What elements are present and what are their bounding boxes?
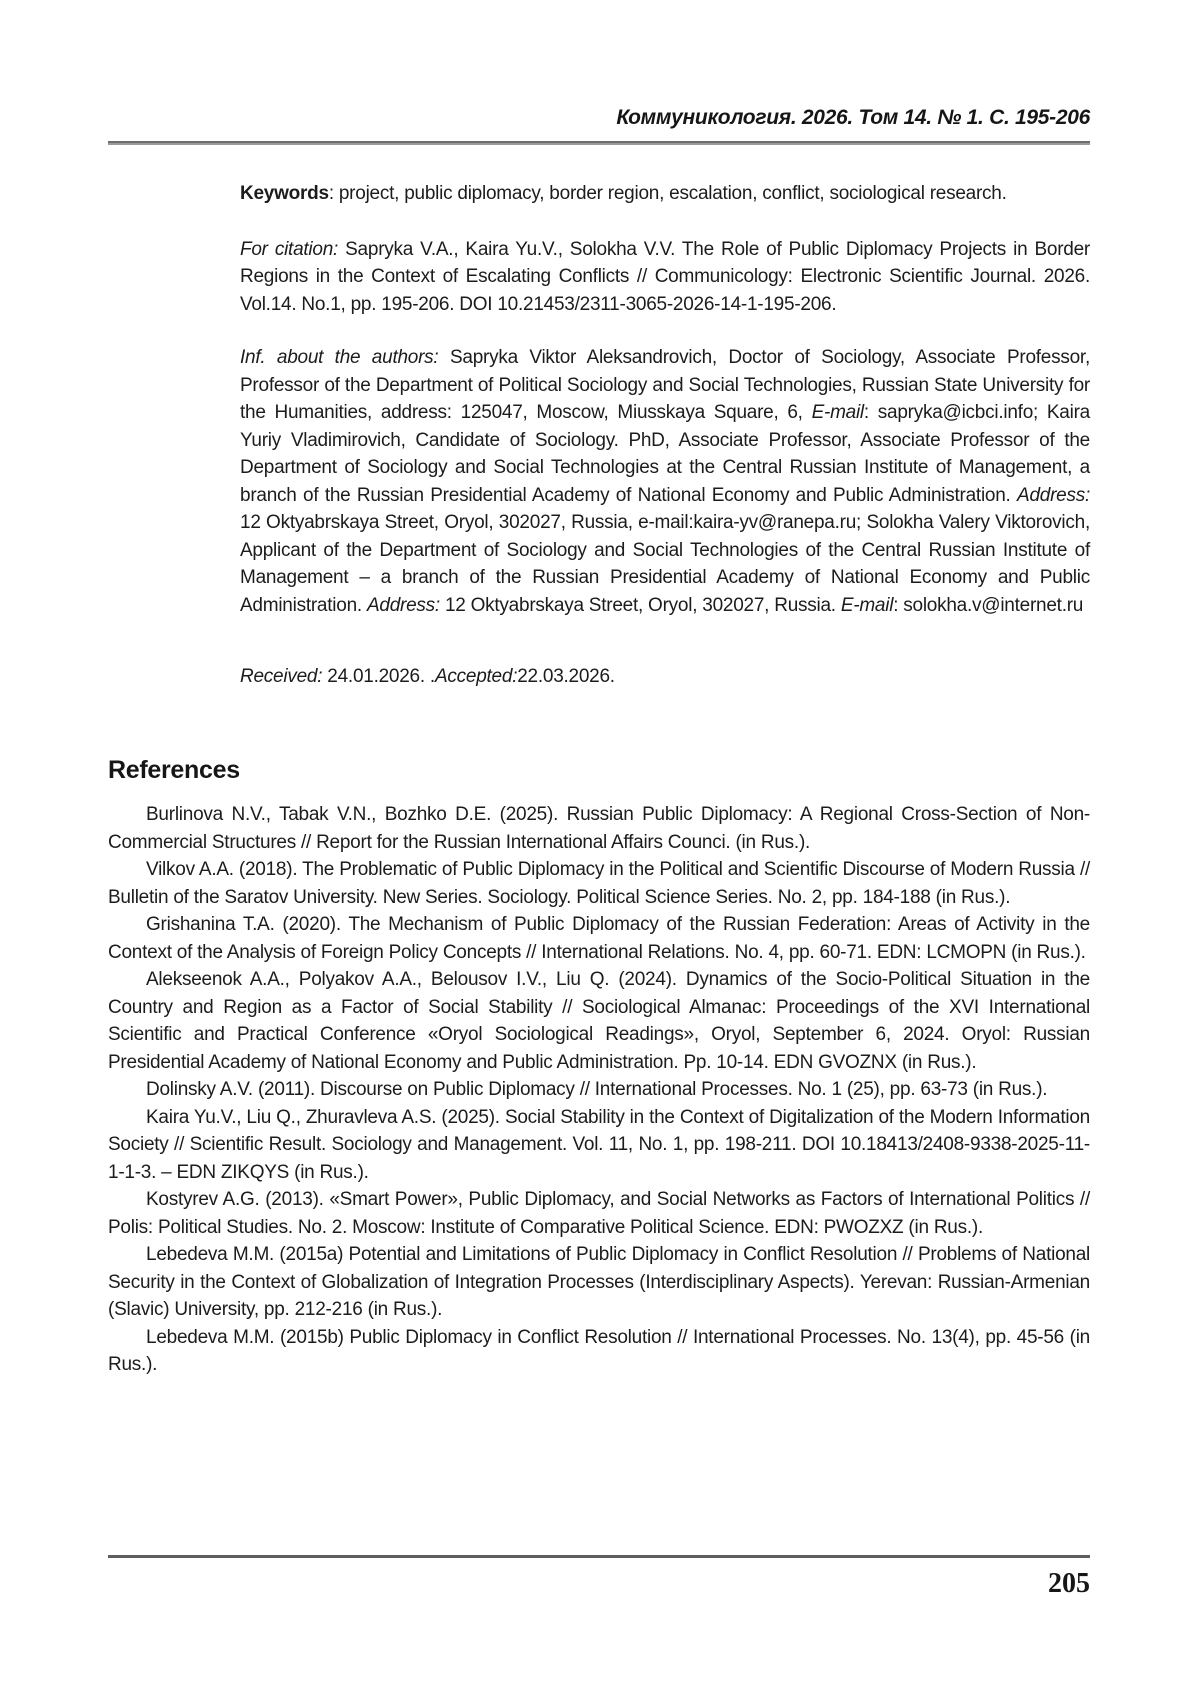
address-label-2: Address: — [366, 594, 440, 616]
received-date: 24.01.2026. . — [322, 666, 435, 687]
citation-label: For citation: — [240, 238, 339, 260]
reference-item: Dolinsky A.V. (2011). Discourse on Public Diplomacy // International Processes. No. 1 (25), pp. 63-73 (in Rus.). — [146, 1079, 1048, 1100]
reference-item: Kaira Yu.V., Liu Q., Zhuravleva A.S. (2025). Social Stability in the Context of Digitalization of the Modern Information Society // Scientific Result. Sociology and Management. Vol. 11, No. 1, pp. 198-211. DOI 10.18413/2408-9338-2025-11-1-1-3. – EDN ZIKQYS (in Rus.). — [108, 1106, 1090, 1183]
references-heading: References — [108, 756, 240, 784]
received-label: Received: — [240, 666, 323, 687]
reference-item: Burlinova N.V., Tabak V.N., Bozhko D.E. (2025). Russian Public Diplomacy: A Regional Cross-Section of Non-Commercial Structures // Report for the Russian International Affairs Counci. (in Rus.). — [108, 804, 1090, 853]
authors-paragraph — [240, 344, 1090, 619]
reference-item: Vilkov A.A. (2018). The Problematic of Public Diplomacy in the Political and Scientific Discourse of Modern Russia // Bulletin of the Saratov University. New Series. Sociology. Political Science Series. No. 2, pp. 184-188 (in Rus.). — [108, 859, 1090, 908]
keywords-text: : project, public diplomacy, border region, escalation, conflict, sociological research. — [328, 183, 1007, 204]
keywords-label: Keywords — [240, 183, 329, 204]
authors-text-2: : sapryka@icbci.info; Kaira Yuriy Vladimirovich, Candidate of Sociology. PhD, Associate Professor, Associate Professor of the Department of Sociology and Social Technologies at the Central Russian Institute of Management, a branch of the Russian Presidential Academy of National Economy and Public Administration. — [240, 402, 1090, 506]
authors-label: Inf. about the authors: — [240, 347, 439, 368]
authors-text-4: 12 Oktyabrskaya Street, Oryol, 302027, Russia. — [439, 594, 841, 616]
accepted-date: 22.03.2026. — [517, 666, 615, 687]
journal-running-head: Коммуникология. 2026. Том 14. № 1. С. 195-206 — [616, 106, 1090, 129]
email-label-1: E-mail — [811, 402, 864, 423]
keywords-paragraph — [240, 180, 1090, 208]
front-matter-block — [240, 180, 1090, 691]
accepted-label: Accepted: — [434, 666, 518, 687]
reference-item: Lebedeva M.M. (2015a) Potential and Limitations of Public Diplomacy in Conflict Resolution // Problems of National Security in the Context of Globalization of Integration Processes (Interdisciplinary Aspects). Yerevan: Russian-Armenian (Slavic) University, pp. 212-216 (in Rus.). — [108, 1244, 1090, 1320]
references-section — [108, 756, 1090, 1379]
page-number: 205 — [1048, 1568, 1090, 1599]
authors-text-5: : solokha.v@internet.ru — [893, 594, 1084, 616]
reference-item: Alekseenok A.A., Polyakov A.A., Belousov I.V., Liu Q. (2024). Dynamics of the Socio-Political Situation in the Country and Region as a Factor of Social Stability // Sociological Almanac: Proceedings of the XVI International Scientific and Practical Conference «Oryol Sociological Readings», Oryol, September 6, 2024. Oryol: Russian Presidential Academy of National Economy and Public Administration. Pp. 10-14. EDN GVOZNX (in Rus.). — [108, 969, 1090, 1073]
received-accepted-line — [240, 663, 1090, 691]
authors-text-1: Sapryka Viktor Aleksandrovich, Doctor of Sociology, Associate Professor, Professor of the Department of Political Sociology and Social Technologies, Russian State University for the Humanities, address: 125047, Moscow, Miusskaya Square, 6, — [240, 347, 1090, 423]
reference-item: Grishanina T.A. (2020). The Mechanism of Public Diplomacy of the Russian Federation: Areas of Activity in the Context of the Analysis of Foreign Policy Concepts // International Relations. No. 4, pp. 60-71. EDN: LCMOPN (in Rus.). — [108, 914, 1090, 963]
reference-item: Kostyrev A.G. (2013). «Smart Power», Public Diplomacy, and Social Networks as Factors of International Politics // Polis: Political Studies. No. 2. Moscow: Institute of Comparative Political Science. EDN: PWOZXZ (in Rus.). — [108, 1189, 1090, 1238]
header-rule — [108, 141, 1090, 145]
citation-paragraph — [240, 236, 1090, 319]
citation-text: Sapryka V.A., Kaira Yu.V., Solokha V.V. The Role of Public Diplomacy Projects in Border Regions in the Context of Escalating Conflicts // Communicology: Electronic Scientific Journal. 2026. Vol.14. No.1, pp. 195-206. DOI 10.21453/2311-3065-2026-14-1-195-206. — [240, 238, 1090, 315]
email-label-2: E-mail — [840, 594, 894, 616]
references-list — [108, 801, 1090, 1379]
address-label-1: Address: — [1017, 484, 1090, 506]
reference-item: Lebedeva M.M. (2015b) Public Diplomacy in Conflict Resolution // International Processes. No. 13(4), pp. 45-56 (in Rus.). — [108, 1326, 1090, 1375]
footer-rule — [108, 1555, 1090, 1558]
authors-text-3: 12 Oktyabrskaya Street, Oryol, 302027, Russia, e-mail:kaira-yv@ranepa.ru; Solokha Valery Viktorovich, Applicant of the Department of Sociology and Social Technologies of the Central Russian Institute of Management – a branch of the Russian Presidential Academy of National Economy and Public Administration. — [240, 512, 1090, 616]
